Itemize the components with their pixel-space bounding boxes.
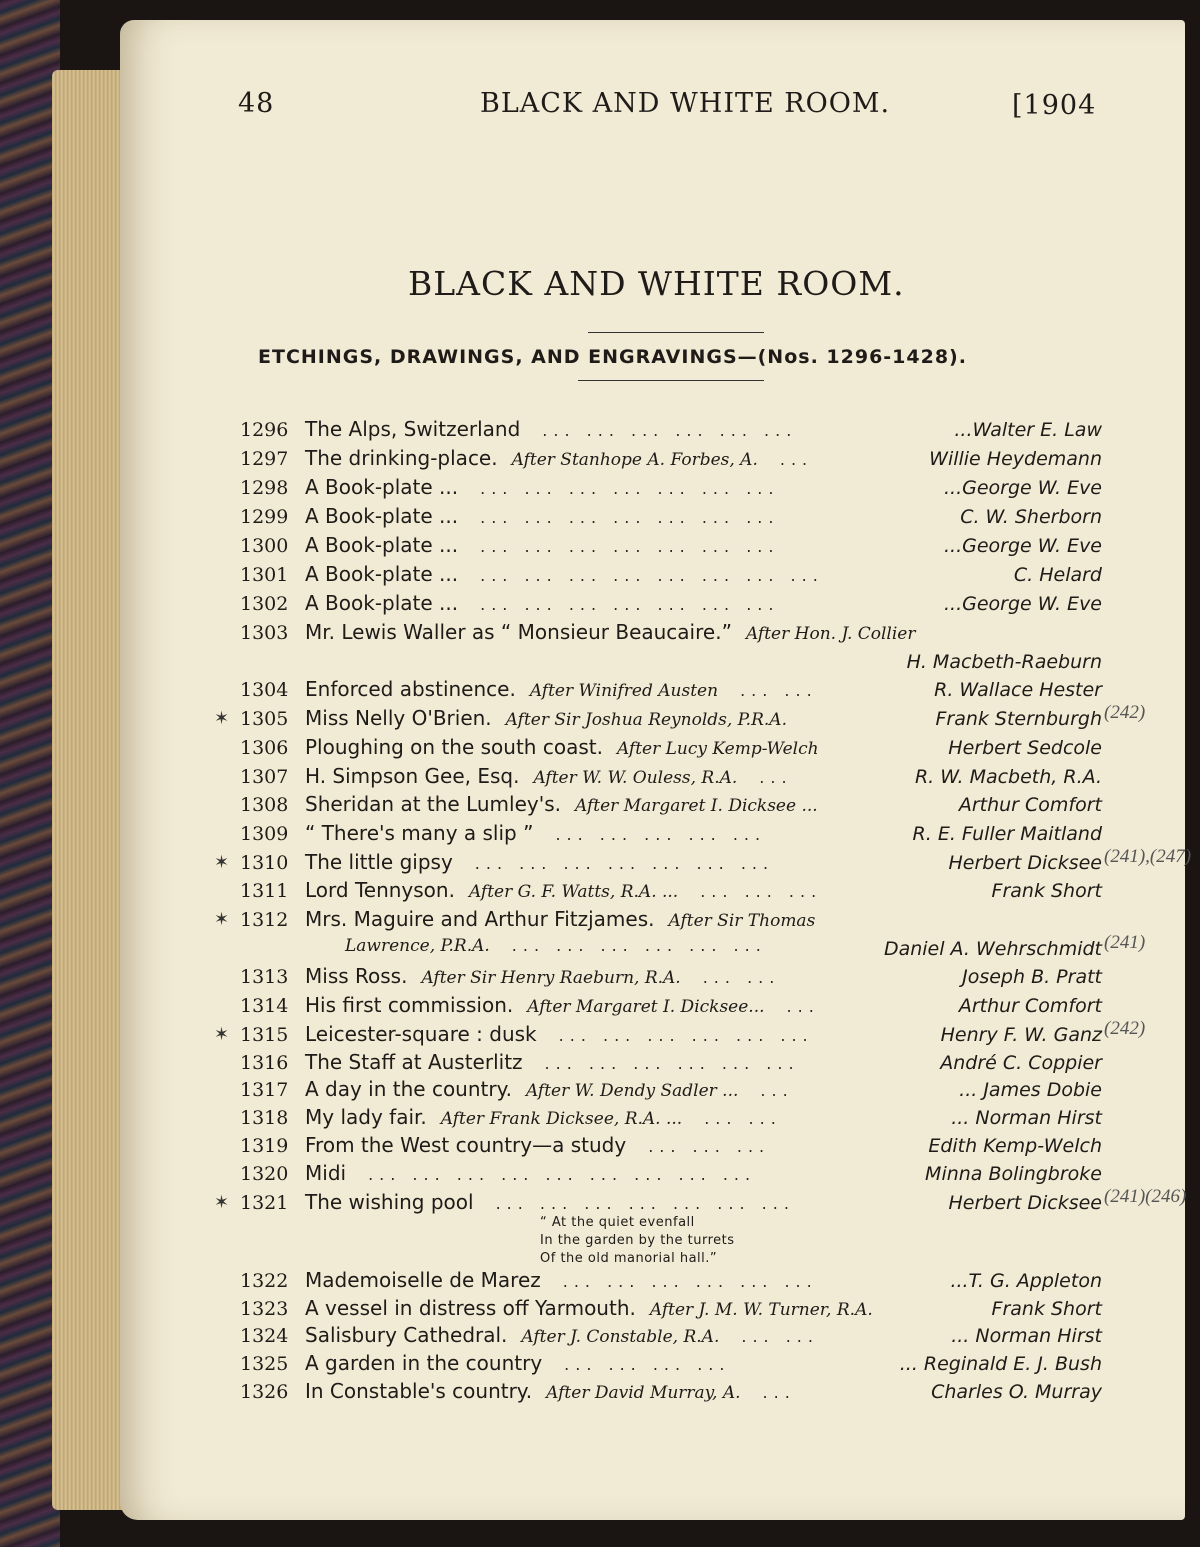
handwritten-note: (241)(246) — [1104, 1186, 1187, 1207]
entry-title: My lady fair. — [305, 1105, 427, 1129]
artist-name: ...Walter E. Law — [954, 419, 1102, 441]
marbled-endpaper — [0, 0, 60, 1547]
leader-dots: ... — [779, 450, 814, 469]
running-title: BLACK AND WHITE ROOM. — [480, 88, 891, 119]
subtitle-rule — [578, 380, 764, 381]
verse-line-2: In the garden by the turrets — [540, 1233, 735, 1248]
entry-number: 1316 — [240, 1052, 289, 1074]
entry-number: 1309 — [240, 823, 289, 845]
entry-title: His first commission. — [305, 993, 514, 1017]
after-credit: After David Murray, A. — [546, 1383, 741, 1403]
entry-number: 1317 — [240, 1079, 289, 1101]
after-credit: After Sir Henry Raeburn, R.A. — [421, 968, 681, 988]
leader-dots: ... ... ... ... ... ... ... ... ... — [368, 1165, 757, 1184]
entry-number: 1299 — [240, 506, 289, 528]
star-mark: ✶ — [214, 1024, 230, 1045]
artist-name: Frank Short — [991, 880, 1102, 902]
after-credit: After Sir Thomas — [668, 911, 816, 931]
entry-number: 1326 — [240, 1381, 289, 1403]
artist-name: Herbert Dicksee — [948, 1192, 1102, 1214]
leader-dots: ... ... ... ... ... ... — [542, 421, 798, 440]
entry-number: 1324 — [240, 1325, 289, 1347]
entry-number: 1323 — [240, 1298, 289, 1320]
entry-number: 1305 — [240, 708, 289, 730]
entry-number: 1318 — [240, 1107, 289, 1129]
artist-name: ... Reginald E. J. Bush — [899, 1353, 1102, 1375]
leader-dots: ... ... ... ... ... ... ... — [495, 1194, 795, 1213]
after-credit: After Margaret I. Dicksee... — [527, 997, 765, 1017]
leader-dots: ... ... ... ... ... ... — [562, 1272, 818, 1291]
title-rule — [588, 332, 764, 333]
verse-quote — [540, 1214, 735, 1268]
leader-dots: ... — [786, 997, 820, 1016]
leader-dots: ... ... ... ... ... ... ... — [480, 479, 780, 498]
entry-title: Ploughing on the south coast. — [305, 735, 603, 759]
leader-dots: ... ... — [702, 968, 781, 987]
entry-title: A Book-plate ... — [305, 562, 459, 586]
artist-name: R. E. Fuller Maitland — [912, 823, 1102, 845]
entry-number: 1307 — [240, 766, 289, 788]
artist-name: H. Macbeth-Raeburn — [906, 651, 1102, 673]
leader-dots: ... ... — [741, 1327, 819, 1346]
leader-dots: ... ... ... ... ... ... ... — [480, 508, 780, 527]
artist-name: C. W. Sherborn — [960, 506, 1102, 528]
artist-name: ... James Dobie — [959, 1079, 1102, 1101]
leader-dots: ... ... ... ... ... ... ... — [480, 537, 780, 556]
leader-dots: ... ... ... ... — [564, 1355, 731, 1374]
artist-name: Daniel A. Wehrschmidt — [883, 938, 1102, 960]
verse-line-3: Of the old manorial hall.” — [540, 1251, 718, 1266]
entry-title: Enforced abstinence. — [305, 677, 516, 701]
entry-title: Salisbury Cathedral. — [305, 1323, 508, 1347]
handwritten-note: (242) — [1104, 702, 1146, 723]
artist-name: Arthur Comfort — [958, 794, 1102, 816]
entry-number: 1312 — [240, 909, 289, 931]
entry-title: A Book-plate ... — [305, 533, 459, 557]
artist-name: ...T. G. Appleton — [950, 1270, 1102, 1292]
artist-name: André C. Coppier — [940, 1052, 1102, 1074]
leader-dots: ... ... ... ... ... ... — [558, 1026, 814, 1045]
artist-name: Herbert Sedcole — [948, 737, 1102, 759]
leader-dots: ... ... — [740, 681, 818, 700]
after-credit: After Hon. J. Collier — [745, 624, 916, 644]
entry-number: 1313 — [240, 966, 289, 988]
entry-title: Miss Nelly O'Brien. — [305, 706, 492, 730]
entry-title: Mr. Lewis Waller as “ Monsieur Beaucaire.” — [305, 620, 732, 644]
entry-number: 1321 — [240, 1192, 289, 1214]
entry-title: The Alps, Switzerland — [305, 417, 521, 441]
entry-number: 1302 — [240, 593, 289, 615]
entry-number: 1314 — [240, 995, 289, 1017]
entry-title: “ There's many a slip ” — [305, 821, 534, 845]
entry-number: 1298 — [240, 477, 289, 499]
entry-title: Mademoiselle de Marez — [305, 1268, 541, 1292]
artist-name: Arthur Comfort — [958, 995, 1102, 1017]
after-credit: After G. F. Watts, R.A. ... — [468, 882, 679, 902]
artist-name: Charles O. Murray — [931, 1381, 1102, 1403]
entry-title: A Book-plate ... — [305, 504, 459, 528]
after-credit: After J. M. W. Turner, R.A. — [649, 1300, 873, 1320]
handwritten-note: (242) — [1104, 1018, 1146, 1039]
after-credit: After Lucy Kemp-Welch — [616, 739, 819, 759]
entry-number: 1310 — [240, 852, 289, 874]
entry-title: In Constable's country. — [305, 1379, 533, 1403]
star-mark: ✶ — [214, 1192, 230, 1213]
leader-dots: ... ... ... ... ... ... ... — [474, 854, 775, 873]
artist-name: Frank Short — [991, 1298, 1102, 1320]
leader-dots: ... ... ... — [648, 1137, 771, 1156]
entry-title: Sheridan at the Lumley's. — [305, 792, 561, 816]
artist-name: ... Norman Hirst — [951, 1107, 1102, 1129]
after-credit: After Margaret I. Dicksee ... — [575, 796, 818, 816]
header-year: [1904 — [1012, 90, 1097, 121]
entry-number: 1325 — [240, 1353, 289, 1375]
entry-title: Miss Ross. — [305, 964, 408, 988]
entry-title: The little gipsy — [305, 850, 453, 874]
entry-title: A vessel in distress off Yarmouth. — [305, 1296, 636, 1320]
leader-dots: ... ... — [704, 1109, 782, 1128]
artist-name: R. Wallace Hester — [934, 679, 1102, 701]
entry-number: 1296 — [240, 419, 289, 441]
artist-name: R. W. Macbeth, R.A. — [914, 766, 1102, 788]
entry-title: H. Simpson Gee, Esq. — [305, 764, 520, 788]
page-number: 48 — [238, 88, 275, 119]
star-mark: ✶ — [214, 708, 230, 729]
after-credit: After W. Dendy Sadler ... — [525, 1081, 739, 1101]
leader-dots: ... ... ... — [700, 882, 823, 901]
entry-number: 1319 — [240, 1135, 289, 1157]
star-mark: ✶ — [214, 852, 230, 873]
after-credit: Lawrence, P.R.A. — [345, 936, 490, 956]
entry-title: A day in the country. — [305, 1077, 512, 1101]
entry-title: Lord Tennyson. — [305, 878, 455, 902]
verse-line-1: “ At the quiet evenfall — [540, 1215, 695, 1230]
handwritten-note: (241) — [1104, 932, 1146, 953]
entry-number: 1311 — [240, 880, 289, 902]
section-subtitle: ETCHINGS, DRAWINGS, AND ENGRAVINGS—(Nos. 1296-1428). — [258, 346, 967, 368]
entry-number: 1303 — [240, 622, 289, 644]
artist-name: Edith Kemp-Welch — [928, 1135, 1102, 1157]
leader-dots: ... ... ... ... ... — [555, 825, 767, 844]
entry-number: 1297 — [240, 448, 289, 470]
page-title: BLACK AND WHITE ROOM. — [408, 264, 905, 303]
entry-title: A Book-plate ... — [305, 475, 459, 499]
leader-dots: ... ... ... ... ... ... — [544, 1054, 800, 1073]
after-credit: After J. Constable, R.A. — [521, 1327, 720, 1347]
entry-title: The Staff at Austerlitz — [305, 1050, 523, 1074]
artist-name: ...George W. Eve — [943, 593, 1102, 615]
artist-name: Henry F. W. Ganz — [940, 1024, 1102, 1046]
entry-number: 1320 — [240, 1163, 289, 1185]
artist-name: Minna Bolingbroke — [925, 1163, 1102, 1185]
artist-name: Herbert Dicksee — [948, 852, 1102, 874]
entry-number: 1304 — [240, 679, 289, 701]
artist-name: Willie Heydemann — [929, 448, 1102, 470]
entry-number: 1306 — [240, 737, 289, 759]
leader-dots: ... — [760, 1081, 794, 1100]
artist-name: Joseph B. Pratt — [962, 966, 1102, 988]
after-credit: After Frank Dicksee, R.A. ... — [440, 1109, 683, 1129]
leader-dots: ... ... ... ... ... ... ... ... — [480, 566, 824, 585]
entry-number: 1322 — [240, 1270, 289, 1292]
artist-name: ... Norman Hirst — [951, 1325, 1102, 1347]
artist-name: ...George W. Eve — [943, 477, 1102, 499]
entry-title: From the West country—a study — [305, 1133, 627, 1157]
entry-number: 1301 — [240, 564, 289, 586]
entry-title: Mrs. Maguire and Arthur Fitzjames. — [305, 907, 655, 931]
after-credit: After W. W. Ouless, R.A. — [533, 768, 738, 788]
artist-name: ...George W. Eve — [943, 535, 1102, 557]
leader-dots: ... ... ... ... ... ... — [511, 936, 767, 955]
artist-name: C. Helard — [1013, 564, 1102, 586]
entry-title: Midi — [305, 1161, 347, 1185]
after-credit: After Sir Joshua Reynolds, P.R.A. — [505, 710, 787, 730]
leader-dots: ... — [759, 768, 793, 787]
leader-dots: ... — [762, 1383, 796, 1402]
entry-title: A garden in the country — [305, 1351, 543, 1375]
after-credit: After Stanhope A. Forbes, A. — [511, 450, 758, 470]
handwritten-note: (241),(247) — [1104, 846, 1192, 867]
entry-title: The wishing pool — [305, 1190, 474, 1214]
star-mark: ✶ — [214, 909, 230, 930]
entry-title: A Book-plate ... — [305, 591, 459, 615]
entry-title: Leicester-square : dusk — [305, 1022, 537, 1046]
entry-number: 1315 — [240, 1024, 289, 1046]
entry-number: 1300 — [240, 535, 289, 557]
entry-number: 1308 — [240, 794, 289, 816]
after-credit: After Winifred Austen — [529, 681, 719, 701]
leader-dots: ... ... ... ... ... ... ... — [480, 595, 780, 614]
entry-title: The drinking-place. — [305, 446, 498, 470]
artist-name: Frank Sternburgh — [935, 708, 1102, 730]
